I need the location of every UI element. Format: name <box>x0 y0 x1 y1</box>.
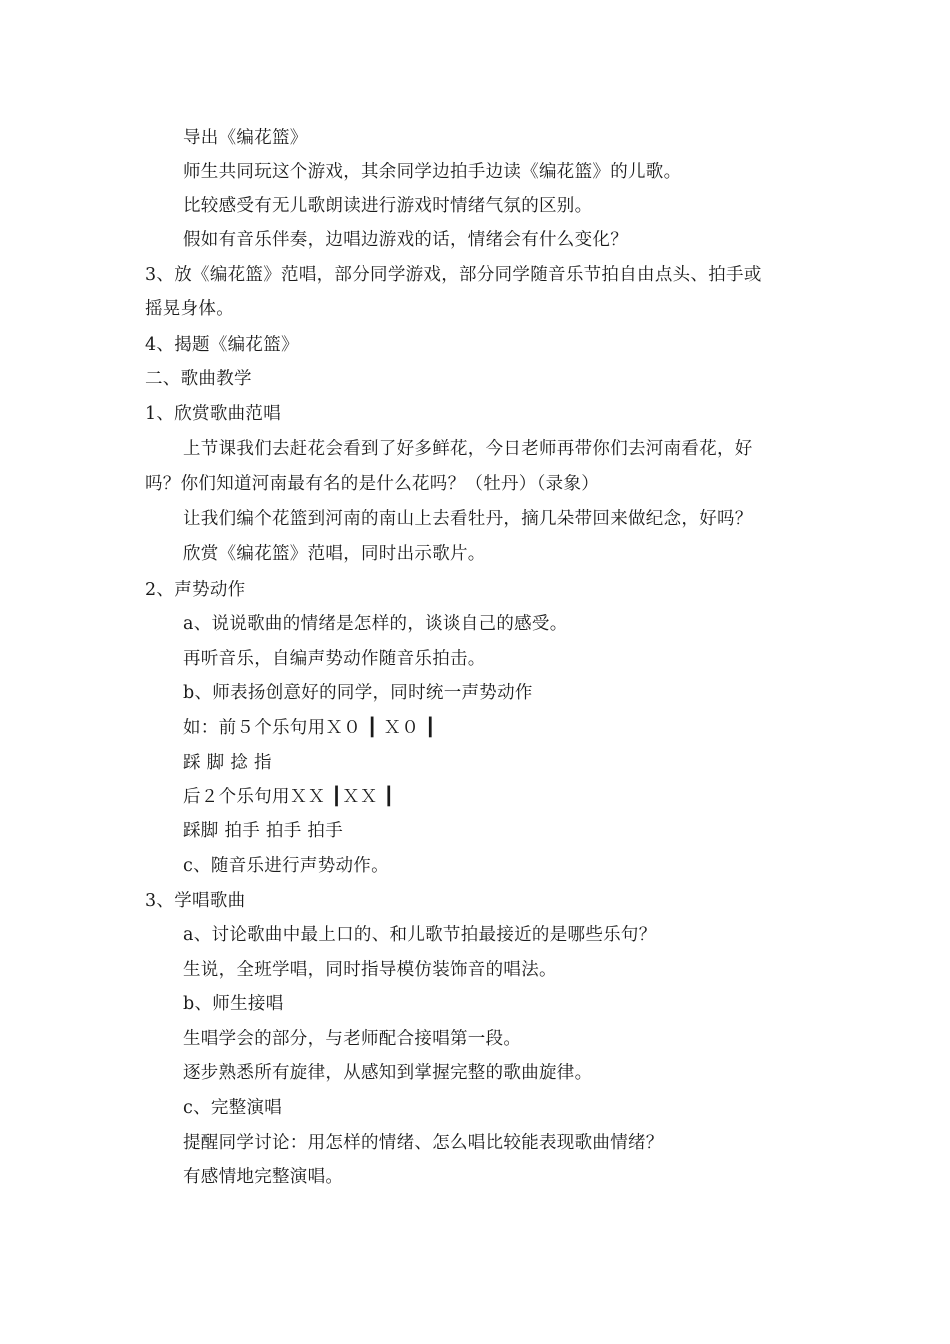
text-line: 逐步熟悉所有旋律，从感知到掌握完整的歌曲旋律。 <box>183 1063 593 1083</box>
text-line: 提醒同学讨论：用怎样的情绪、怎么唱比较能表现歌曲情绪？ <box>183 1133 664 1153</box>
text-line: 让我们编个花篮到河南的南山上去看牡丹，摘几朵带回来做纪念，好吗？ <box>183 509 753 529</box>
text-line: b、师生接唱 <box>183 994 284 1014</box>
text-line: b、师表扬创意好的同学，同时统一声势动作 <box>183 683 533 703</box>
text-line: 有感情地完整演唱。 <box>183 1167 344 1187</box>
text-line: a、说说歌曲的情绪是怎样的，谈谈自己的感受。 <box>183 614 568 634</box>
text-line: 生唱学会的部分，与老师配合接唱第一段。 <box>183 1029 522 1049</box>
text-line: 后２个乐句用ＸＸ ┃ＸＸ ┃ <box>183 787 395 807</box>
section-heading: 二、歌曲教学 <box>145 369 252 389</box>
section-heading: 2、声势动作 <box>145 580 246 600</box>
text-line: 师生共同玩这个游戏，其余同学边拍手边读《编花篮》的儿歌。 <box>183 162 682 182</box>
text-line: 再听音乐，自编声势动作随音乐拍击。 <box>183 649 486 669</box>
text-line: 比较感受有无儿歌朗读进行游戏时情绪气氛的区别。 <box>183 196 593 216</box>
text-line: 假如有音乐伴奏，边唱边游戏的话，情绪会有什么变化？ <box>183 230 628 250</box>
text-line: 踩 脚 捻 指 <box>183 753 272 773</box>
text-line: c、完整演唱 <box>183 1098 283 1118</box>
text-line: 欣赏《编花篮》范唱，同时出示歌片。 <box>183 544 486 564</box>
text-line: c、随音乐进行声势动作。 <box>183 856 389 876</box>
text-line: 如：前５个乐句用Ｘ０ ┃ Ｘ０ ┃ <box>183 718 436 738</box>
text-line: a、讨论歌曲中最上口的、和儿歌节拍最接近的是哪些乐句？ <box>183 925 657 945</box>
text-line: 吗？你们知道河南最有名的是什么花吗？（牡丹）（录象） <box>145 474 600 494</box>
text-line: 踩脚 拍手 拍手 拍手 <box>183 821 343 841</box>
text-line: 3、放《编花篮》范唱，部分同学游戏，部分同学随音乐节拍自由点头、拍手或 <box>145 265 762 285</box>
section-heading: 3、学唱歌曲 <box>145 891 246 911</box>
text-line: 摇晃身体。 <box>145 299 234 319</box>
section-heading: 1、欣赏歌曲范唱 <box>145 404 282 424</box>
section-heading: 4、揭题《编花篮》 <box>145 335 299 355</box>
text-line: 导出《编花篮》 <box>183 128 308 148</box>
text-line: 生说，全班学唱，同时指导模仿装饰音的唱法。 <box>183 960 557 980</box>
text-line: 上节课我们去赶花会看到了好多鲜花，今日老师再带你们去河南看花，好 <box>183 439 753 459</box>
